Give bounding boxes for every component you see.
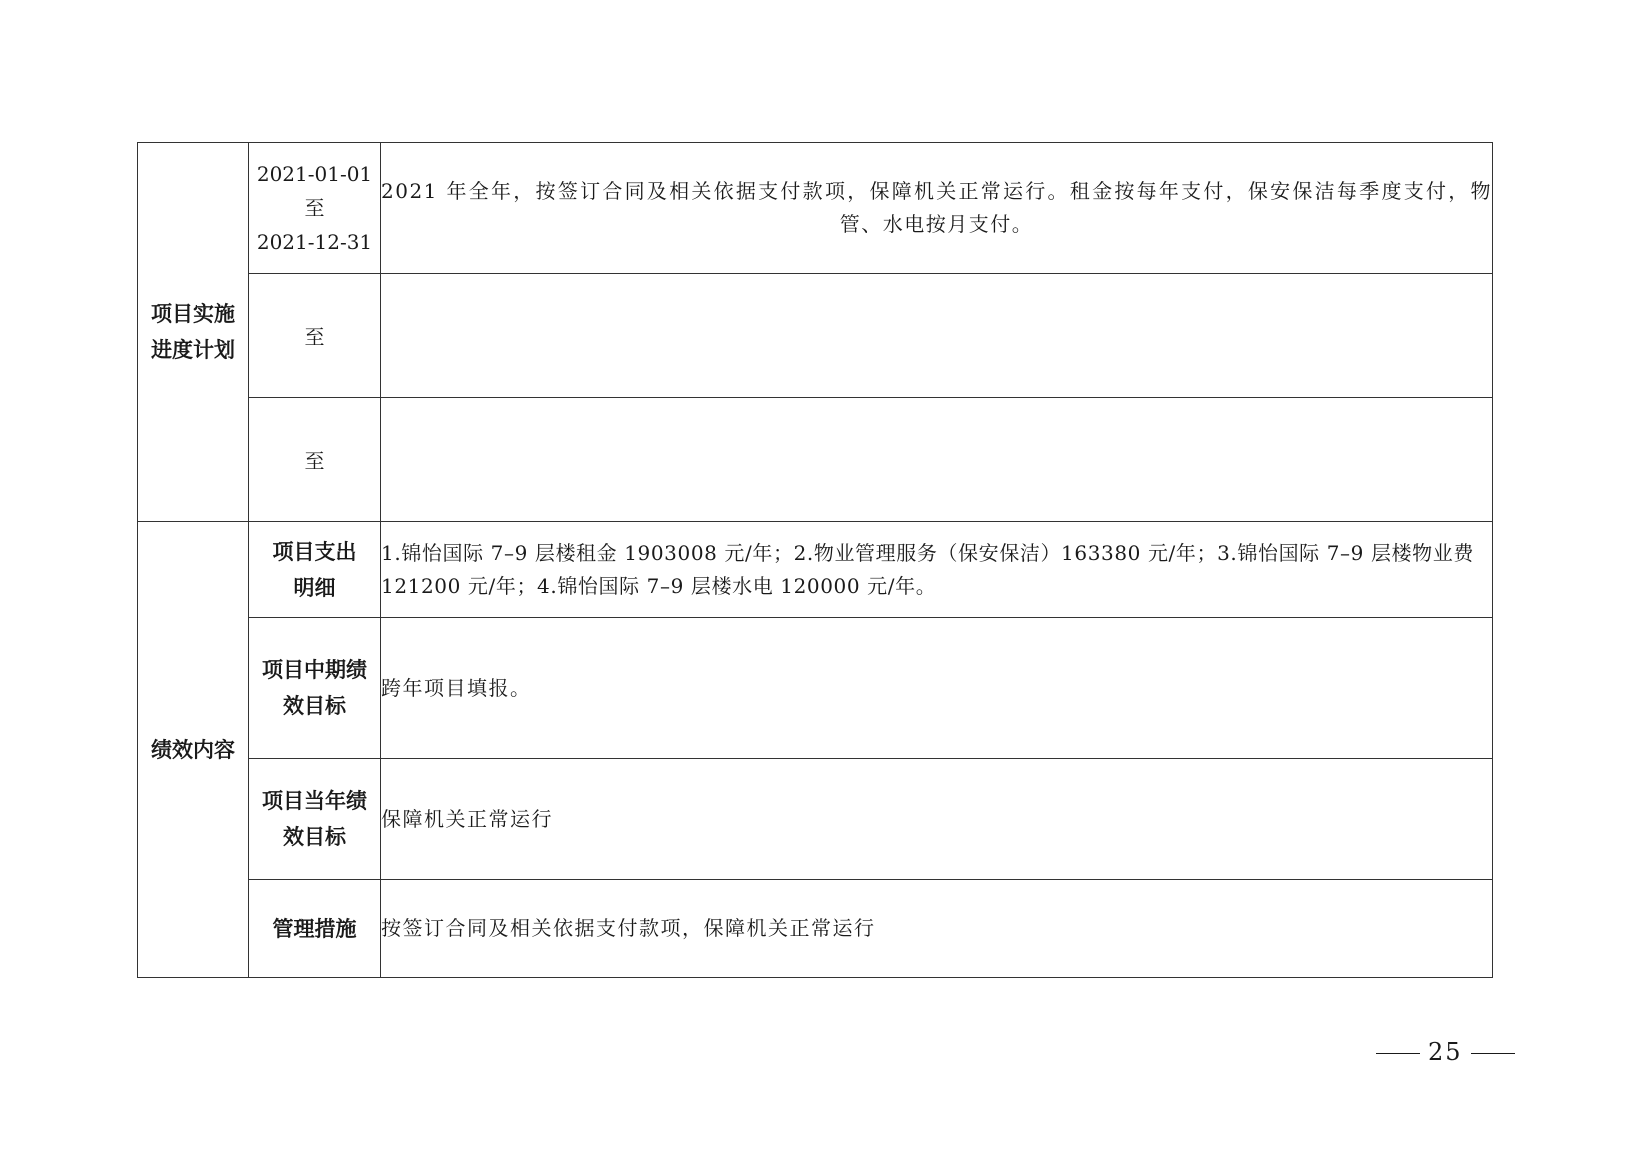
schedule-date-cell: [249, 143, 381, 274]
schedule-row: [138, 274, 1493, 398]
schedule-to-label: 至: [304, 196, 325, 220]
performance-row-label-line2: 效目标: [283, 825, 346, 849]
dash-left: [1376, 1053, 1420, 1054]
schedule-content: 2021 年全年，按签订合同及相关依据支付款项，保障机关正常运行。租金按每年支付，保安保洁每季度支付，物管、水电按月支付。: [381, 143, 1493, 274]
performance-row-label-line1: 项目支出: [272, 539, 357, 564]
schedule-end-date: 2021-12-31: [256, 230, 373, 254]
performance-row-label: [249, 522, 381, 618]
performance-row: [138, 880, 1493, 978]
performance-row: [138, 522, 1493, 618]
performance-row-label: [249, 759, 381, 880]
page-footer: [1368, 1038, 1523, 1066]
performance-content: 保障机关正常运行: [381, 759, 1493, 880]
schedule-row: [138, 143, 1493, 274]
schedule-content: [381, 398, 1493, 522]
performance-section-label: 绩效内容: [138, 522, 249, 978]
schedule-start-date: 2021-01-01: [256, 162, 373, 186]
schedule-section-label: [138, 143, 249, 522]
schedule-date-cell: [249, 274, 381, 398]
schedule-date-cell: [249, 398, 381, 522]
performance-content: 1.锦怡国际 7–9 层楼租金 1903008 元/年；2.物业管理服务（保安保洁）163380 元/年；3.锦怡国际 7–9 层楼物业费 121200 元/年；4.锦怡国际 7–9 层楼水电 120000 元/年。: [381, 522, 1493, 618]
schedule-row: [138, 398, 1493, 522]
performance-row-label-line1: 项目当年绩: [262, 789, 367, 813]
schedule-to-label: 至: [304, 325, 325, 349]
performance-content: 跨年项目填报。: [381, 618, 1493, 759]
performance-row-label-line1: 管理措施: [272, 916, 357, 941]
performance-content: 按签订合同及相关依据支付款项，保障机关正常运行: [381, 880, 1493, 978]
performance-row-label: [249, 618, 381, 759]
performance-row-label-line1: 项目中期绩: [262, 658, 367, 682]
performance-row: [138, 618, 1493, 759]
performance-row-label-line2: 明细: [293, 575, 336, 600]
page-number: 25: [1428, 1038, 1463, 1066]
project-form-table: [137, 142, 1493, 978]
schedule-to-label: 至: [304, 449, 325, 473]
schedule-section-label-line2: 进度计划: [151, 338, 235, 362]
performance-row-label-line2: 效目标: [283, 694, 346, 718]
schedule-content: [381, 274, 1493, 398]
performance-row-label: [249, 880, 381, 978]
performance-row: [138, 759, 1493, 880]
dash-right: [1471, 1053, 1515, 1054]
schedule-section-label-line1: 项目实施: [151, 302, 235, 326]
